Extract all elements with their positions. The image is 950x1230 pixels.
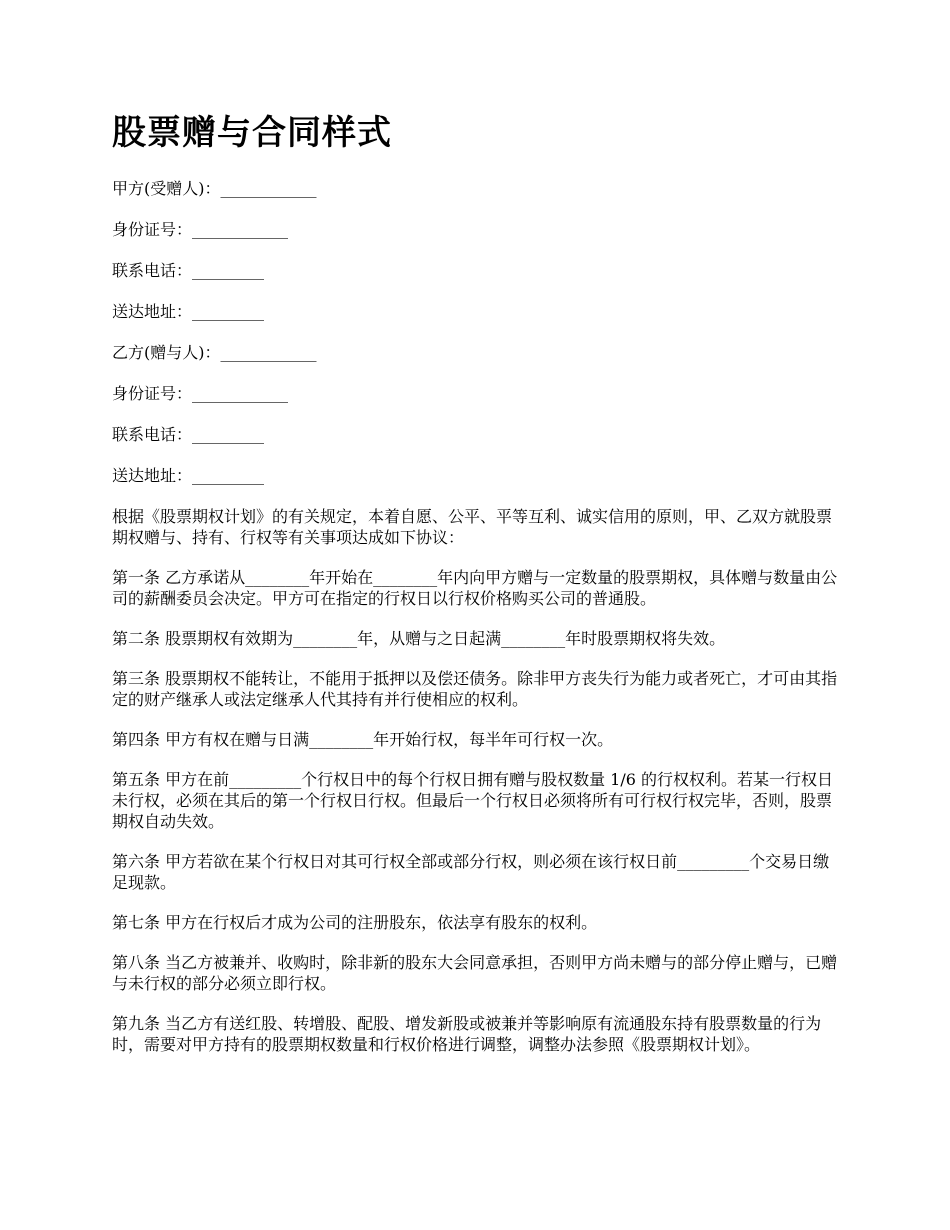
article-7: 第七条 甲方在行权后才成为公司的注册股东，依法享有股东的权利。 [112,913,598,932]
party-b-id-field: 身份证号：____________ [112,384,289,403]
article-8: 第八条 当乙方被兼并、收购时，除非新的股东大会同意承担，否则甲方尚未赠与的部分停止赠与，已赠与未行权的部分必须立即行权。 [112,953,838,993]
article-3: 第三条 股票期权不能转让，不能用于抵押以及偿还债务。除非甲方丧失行为能力或者死亡，才可由其指定的财产继承人或法定继承人代其持有并行使相应的权利。 [112,669,838,709]
page-title: 股票赠与合同样式 [112,113,392,153]
article-4: 第四条 甲方有权在赠与日满________年开始行权，每半年可行权一次。 [112,730,614,749]
preamble-paragraph: 根据《股票期权计划》的有关规定，本着自愿、公平、平等互利、诚实信用的原则，甲、乙双方就股票期权赠与、持有、行权等有关事项达成如下协议： [112,507,833,547]
party-fields [112,178,838,487]
article-9: 第九条 当乙方有送红股、转增股、配股、增发新股或被兼并等影响原有流通股东持有股票数量的行为时，需要对甲方持有的股票期权数量和行权价格进行调整，调整办法参照《股票期权计划》。 [112,1014,822,1054]
party-b-address-field: 送达地址：_________ [112,466,265,485]
party-a-id-field: 身份证号：____________ [112,220,289,239]
article-2: 第二条 股票期权有效期为________年，从赠与之日起满________年时股票期权将失效。 [112,629,726,648]
party-b-phone-field: 联系电话：_________ [112,425,265,444]
party-a-address-field: 送达地址：_________ [112,302,265,321]
party-a-phone-field: 联系电话：_________ [112,261,265,280]
article-6: 第六条 甲方若欲在某个行权日对其可行权全部或部分行权，则必须在该行权日前_________个交易日缴足现款。 [112,852,830,892]
party-b-name-field: 乙方(赠与人)：____________ [112,343,317,362]
articles-list [112,567,838,1055]
party-a-name-field: 甲方(受赠人)：____________ [112,179,317,198]
article-1: 第一条 乙方承诺从________年开始在________年内向甲方赠与一定数量的股票期权，具体赠与数量由公司的薪酬委员会决定。甲方可在指定的行权日以行权价格购买公司的普通股。 [112,568,838,608]
article-5: 第五条 甲方在前_________个行权日中的每个行权日拥有赠与股权数量 1/6 的行权权利。若某一行权日未行权，必须在其后的第一个行权日行权。但最后一个行权日必须将所有可行权行权完毕，否则，股票期权自动失效。 [112,770,834,831]
